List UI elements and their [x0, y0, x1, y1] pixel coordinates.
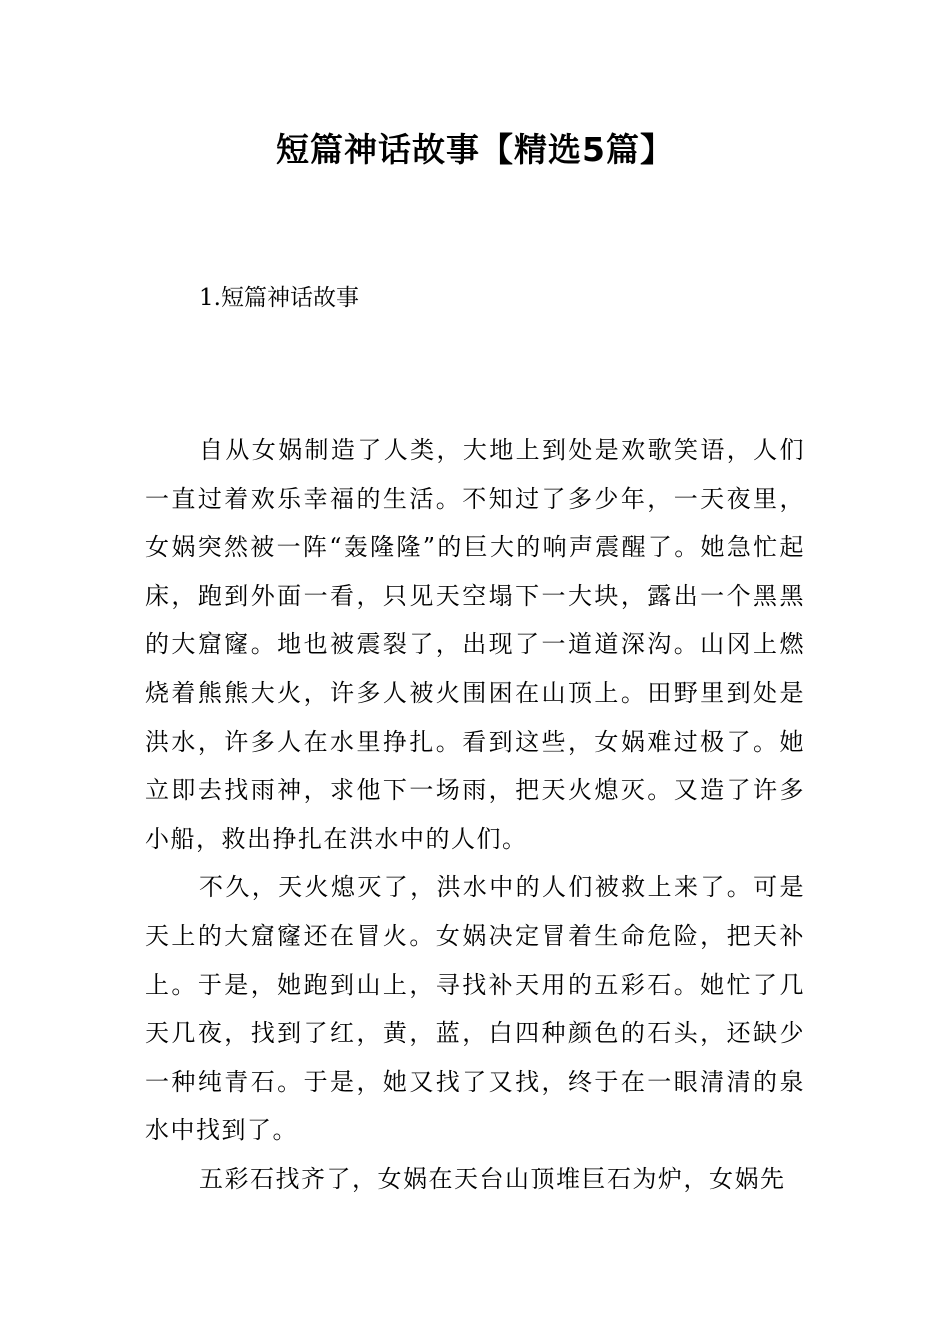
paragraph: 五彩石找齐了，女娲在天台山顶堆巨石为炉，女娲先 [199, 1164, 786, 1193]
body-text [145, 426, 805, 1204]
paragraph: 不久，天火熄灭了，洪水中的人们被救上来了。可是天上的大窟窿还在冒火。女娲决定冒着生命危险，把天补上。于是，她跑到山上，寻找补天用的五彩石。她忙了几天几夜，找到了红，黄，蓝，白四种颜色的石头，还缺少一种纯青石。于是，她又找了又找，终于在一眼清清的泉水中找到了。 [145, 873, 805, 1145]
document-title: 短篇神话故事【精选5篇】 [276, 130, 674, 169]
paragraph: 自从女娲制造了人类，大地上到处是欢歌笑语，人们一直过着欢乐幸福的生活。不知过了多少年，一天夜里，女娲突然被一阵“轰隆隆”的巨大的响声震醒了。她急忙起床，跑到外面一看，只见天空塌下一大块，露出一个黑黑的大窟窿。地也被震裂了，出现了一道道深沟。山冈上燃烧着熊熊大火，许多人被火围困在山顶上。田野里到处是洪水，许多人在水里挣扎。看到这些，女娲难过极了。她立即去找雨神，求他下一场雨，把天火熄灭。又造了许多小船，救出挣扎在洪水中的人们。 [145, 436, 805, 853]
section-heading: 1.短篇神话故事 [199, 285, 359, 311]
